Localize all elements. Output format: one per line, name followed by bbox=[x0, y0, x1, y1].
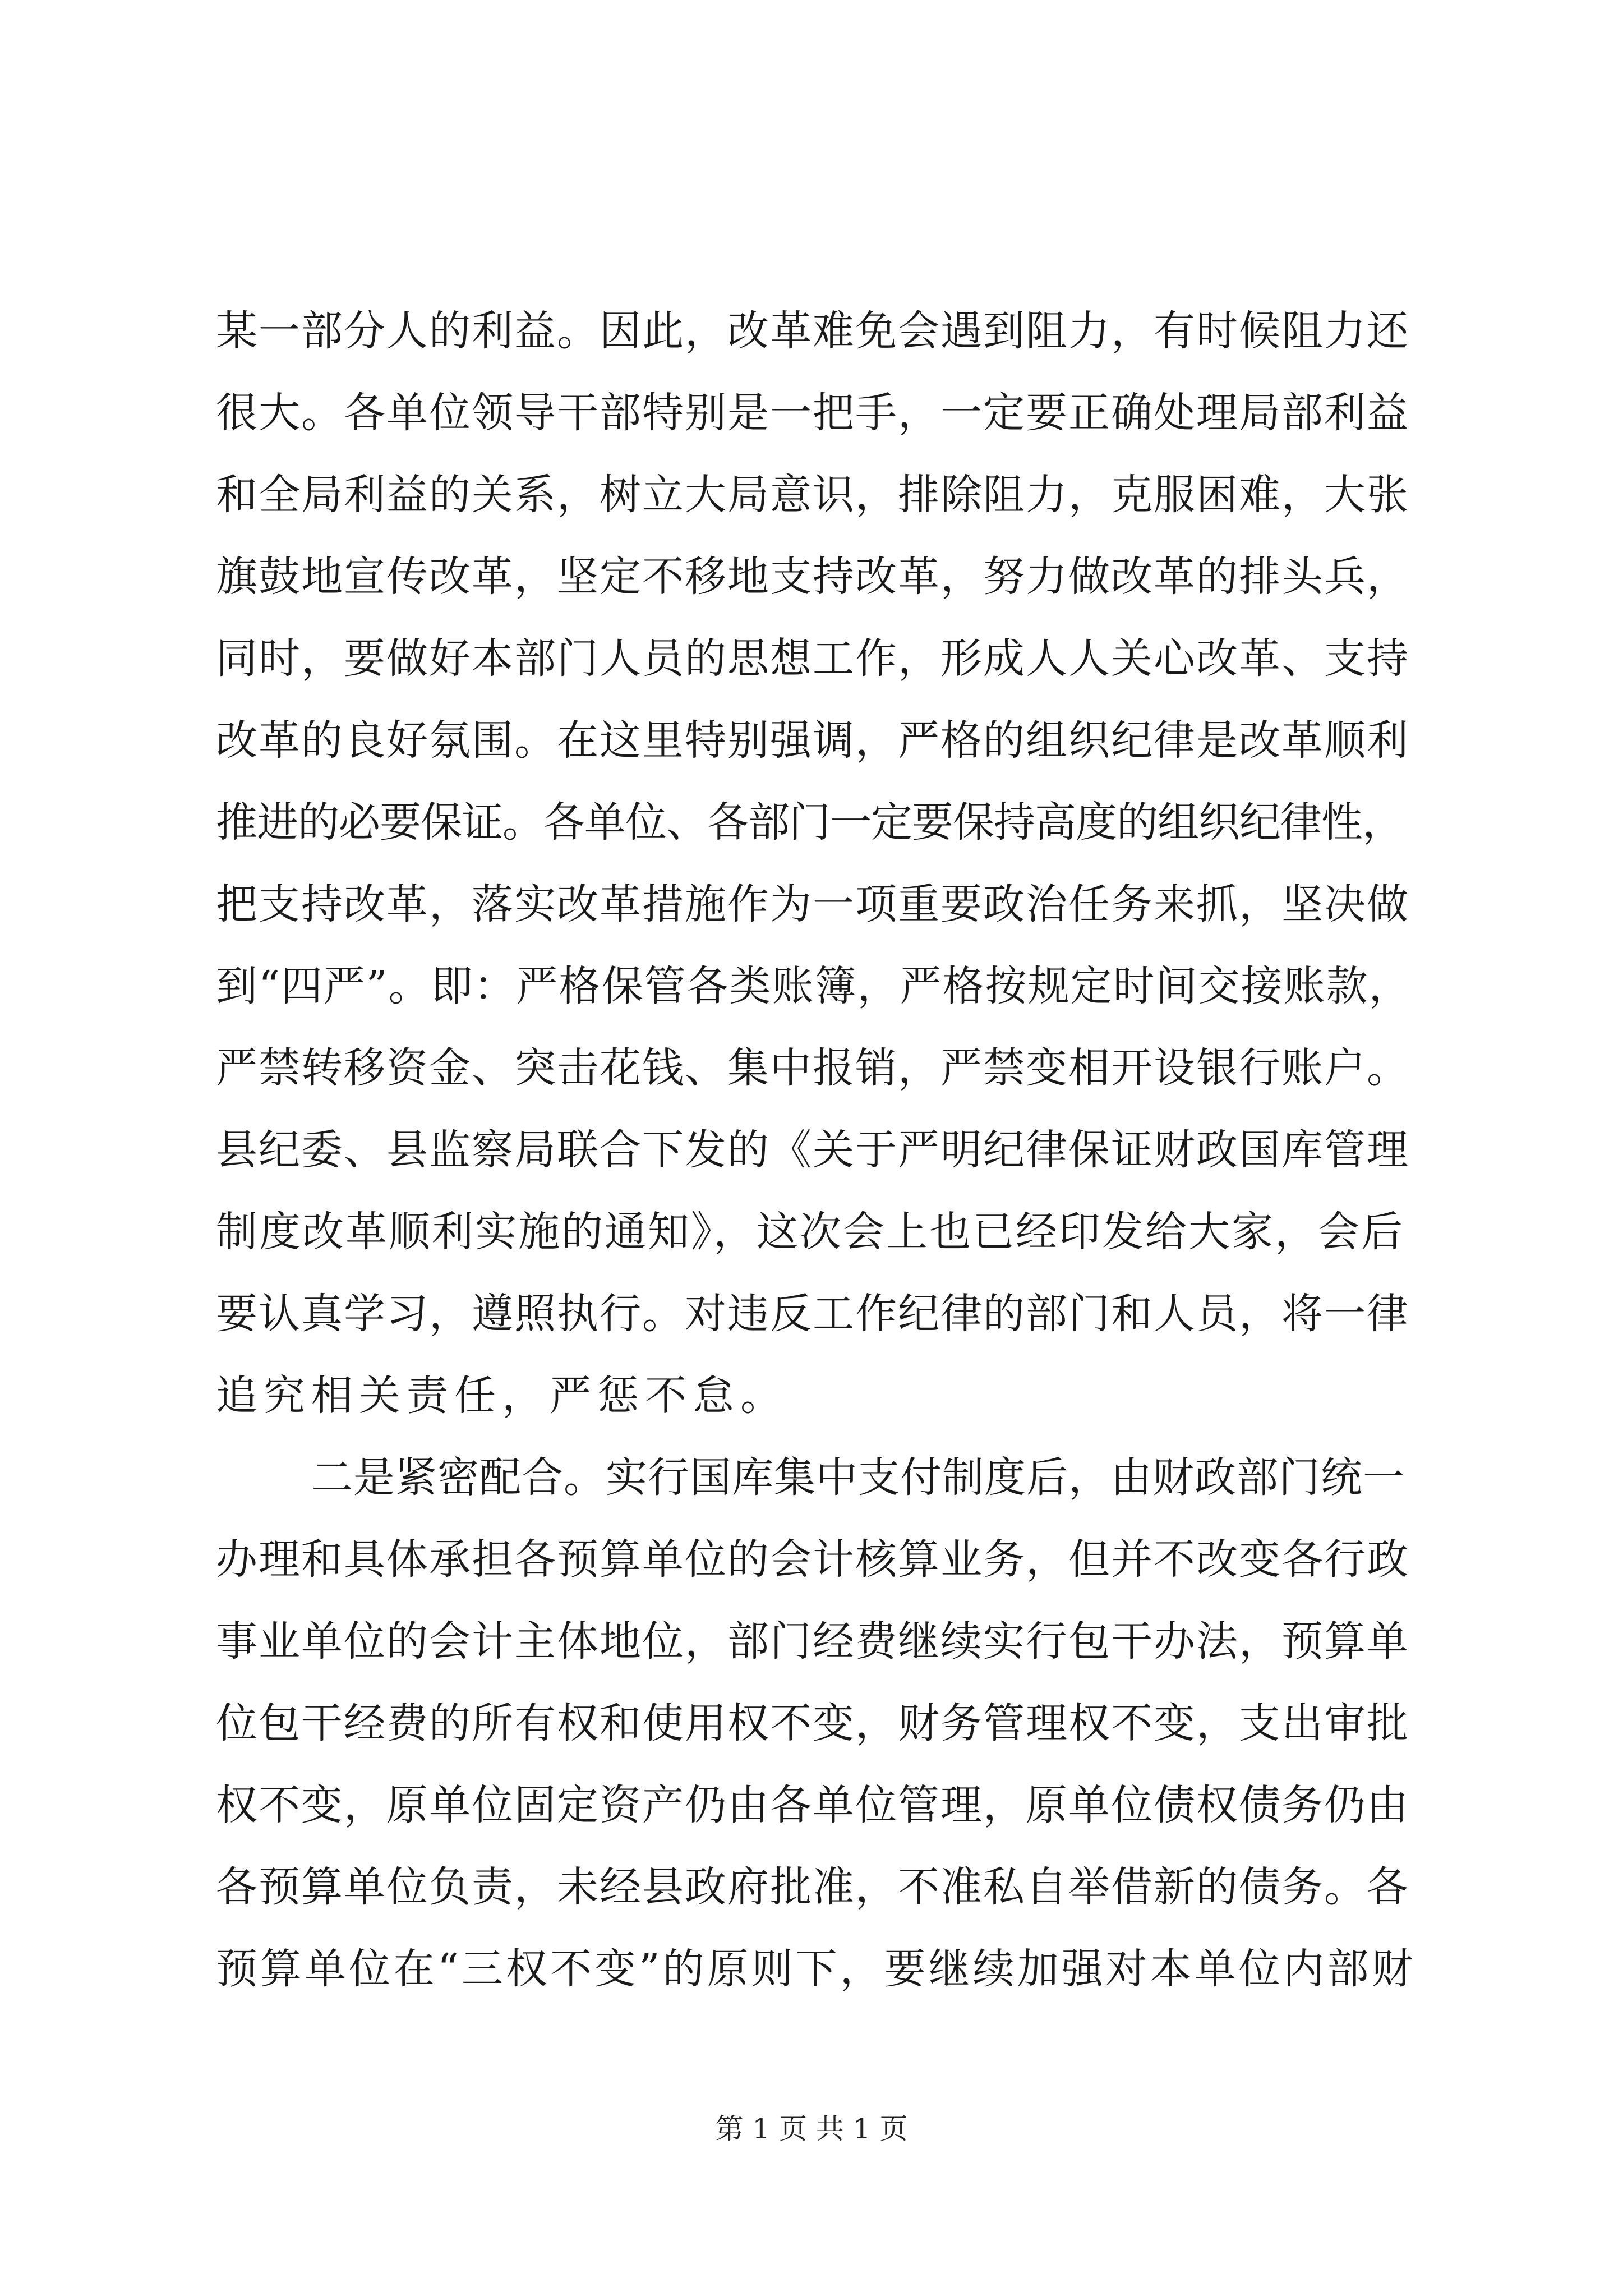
text-line: 严禁转移资金、突击花钱、集中报销，严禁变相开设银行账户。 bbox=[216, 1044, 1409, 1092]
text-line: 要认真学习，遵照执行。对违反工作纪律的部门和人员，将一律 bbox=[216, 1290, 1409, 1338]
text-line: 县纪委、县监察局联合下发的《关于严明纪律保证财政国库管理 bbox=[216, 1126, 1409, 1174]
text-line: 追究相关责任，严惩不怠。 bbox=[216, 1372, 788, 1420]
text-line: 同时，要做好本部门人员的思想工作，形成人人关心改革、支持 bbox=[216, 634, 1409, 683]
text-line: 各预算单位负责，未经县政府批准，不准私自举借新的债务。各 bbox=[216, 1863, 1409, 1911]
text-line: 某一部分人的利益。因此，改革难免会遇到阻力，有时候阻力还 bbox=[216, 307, 1409, 355]
text-line: 办理和具体承担各预算单位的会计核算业务，但并不改变各行政 bbox=[216, 1535, 1409, 1584]
text-line: 推进的必要保证。各单位、各部门一定要保持高度的组织纪律性， bbox=[216, 798, 1403, 846]
text-line: 到“四严”。即：严格保管各类账簿，严格按规定时间交接账款， bbox=[216, 962, 1412, 1010]
page-number-footer: 第 1 页 共 1 页 bbox=[715, 2113, 908, 2145]
text-line: 事业单位的会计主体地位，部门经费继续实行包干办法，预算单 bbox=[216, 1617, 1409, 1665]
text-line: 很大。各单位领导干部特别是一把手，一定要正确处理局部利益 bbox=[216, 389, 1409, 437]
text-line: 把支持改革，落实改革措施作为一项重要政治任务来抓，坚决做 bbox=[216, 880, 1409, 928]
text-line: 位包干经费的所有权和使用权不变，财务管理权不变，支出审批 bbox=[216, 1699, 1409, 1747]
text-line: 制度改革顺利实施的通知》，这次会上也已经印发给大家，会后 bbox=[216, 1208, 1404, 1256]
text-line: 旗鼓地宣传改革，坚定不移地支持改革，努力做改革的排头兵， bbox=[216, 553, 1409, 601]
text-line: 预算单位在“三权不变”的原则下，要继续加强对本单位内部财 bbox=[216, 1945, 1416, 1993]
text-line: 和全局利益的关系，树立大局意识，排除阻力，克服困难，大张 bbox=[216, 471, 1409, 519]
text-line: 改革的良好氛围。在这里特别强调，严格的组织纪律是改革顺利 bbox=[216, 716, 1409, 765]
text-line: 权不变，原单位固定资产仍由各单位管理，原单位债权债务仍由 bbox=[216, 1781, 1409, 1829]
paragraph-first-line: 二是紧密配合。实行国库集中支付制度后，由财政部门统一 bbox=[311, 1453, 1405, 1502]
